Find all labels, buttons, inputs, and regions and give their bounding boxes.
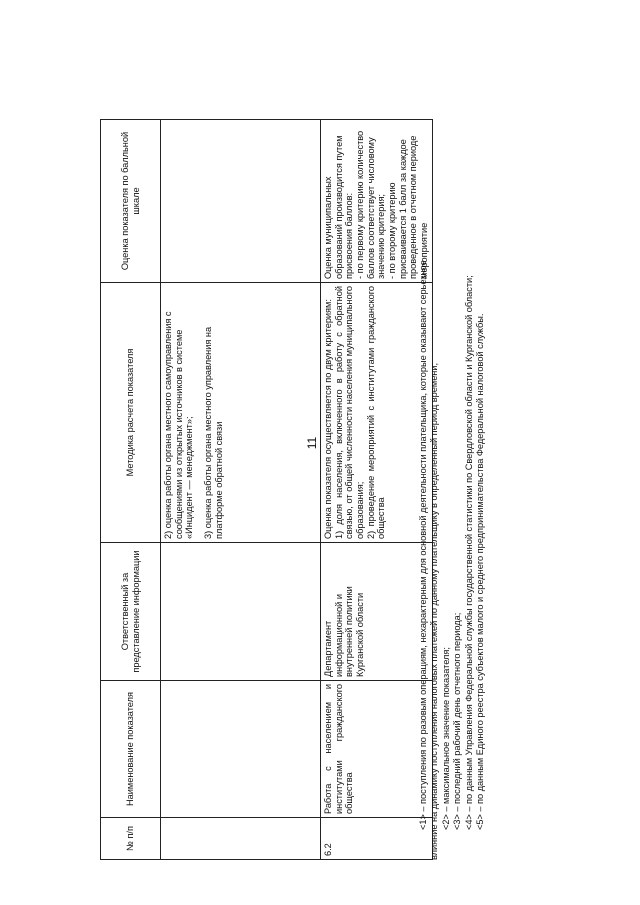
- method-item: 2) оценка работы органа местного самоуправления с сообщениями из открытых источников в системе «Инцидент — менеджмент»;: [163, 311, 195, 539]
- row-method-cell: [161, 283, 321, 543]
- row-name-cell: [161, 681, 321, 818]
- footnote-line: <5> – по данным Единого реестра субъектов малого и среднего предпринимательства Федеральной налоговой службы.: [475, 313, 486, 830]
- rotated-page-content: [100, 120, 495, 860]
- indicator-table: [100, 119, 433, 860]
- row-score-cell: [321, 120, 433, 283]
- score-item: Оценка муниципальных образований производится путем присвоения баллов:: [323, 135, 355, 279]
- table-row: [321, 120, 433, 860]
- footnote-line: <3> – последний рабочий день отчетного периода;: [452, 612, 463, 830]
- footnote-line: <1> – поступления по разовым операциям, нехарактерным для основной деятельности плательщика, которые оказывают серьезное: [418, 260, 428, 830]
- row-responsible-cell: [161, 543, 321, 681]
- footnote-line: влияние на динамику поступления налоговых платежей по данному плательщику в определенный период времени;: [429, 362, 440, 860]
- method-item: 2) проведение мероприятий с институтами гражданского общества: [365, 286, 387, 539]
- header-score: Оценка показателя по балльной шкале: [101, 120, 161, 283]
- row-num-cell: [161, 818, 321, 860]
- row-name-cell: Работа с населением и институтами гражданского общества: [321, 681, 433, 818]
- page-number: 11: [305, 436, 319, 450]
- header-method: Методика расчета показателя: [101, 283, 161, 543]
- score-item: - по первому критерию количество баллов соответствует числовому значению критерия;: [355, 130, 387, 279]
- method-item: 1) доля населения, включенного в работу с обратной связью, от общей численности населения муниципального образования;: [333, 286, 366, 539]
- footnote-line: <2> – максимальное значение показателя;: [440, 647, 451, 830]
- header-responsible: Ответственный за представление информации: [101, 543, 161, 681]
- header-num: № п/п: [101, 818, 161, 860]
- row-num-cell: 6.2: [321, 818, 433, 860]
- row-score-cell: [161, 120, 321, 283]
- footnote-line: <4> – по данным Управления Федеральной службы государственной статистики по Свердловской области и Курганской области;: [463, 275, 474, 830]
- method-item: 3) оценка работы органа местного управления на платформе обратной связи: [203, 326, 224, 539]
- table-row: [161, 120, 321, 860]
- row-method-cell: [321, 283, 433, 543]
- row-responsible-cell: Департамент информационной и внутренней политики Курганской области: [321, 543, 433, 681]
- footnotes: [418, 120, 486, 860]
- table-header-row: [101, 120, 161, 860]
- score-item: - по второму критерию присваивается 1 балл за каждое проведенное в отчетном периоде мероприятие: [387, 135, 430, 279]
- header-name: Наименование показателя: [101, 681, 161, 818]
- method-item: Оценка показателя осуществляется по двум критериям:: [323, 299, 333, 539]
